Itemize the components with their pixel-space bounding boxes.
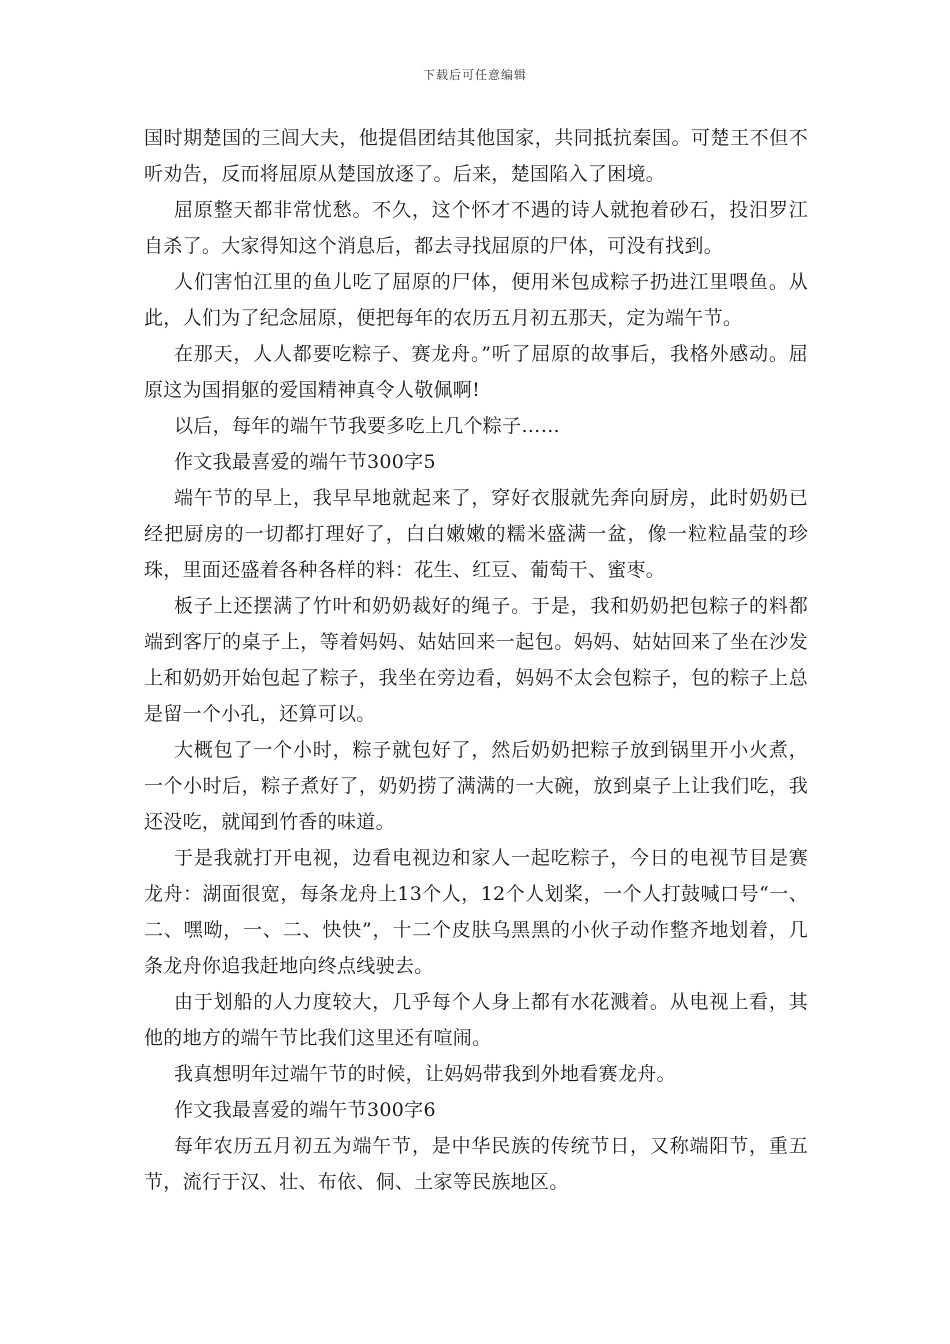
section-heading: 作文我最喜爱的端午节300字5 xyxy=(174,451,436,473)
paragraph: 于是我就打开电视，边看电视边和家人一起吃粽子，今日的电视节目是赛龙舟：湖面很宽，每条龙舟上13个人，12个人划桨，一个人打鼓喊口号“一、二、嘿呦，一、二、快快”，十二个皮肤乌黑黑的小伙子动作整齐地划着，几条龙舟你追我赶地向终点线驶去。 xyxy=(144,847,808,977)
paragraph: 屈原整天都非常忧愁。不久，这个怀才不遇的诗人就抱着砂石，投汨罗江自杀了。大家得知这个消息后，都去寻找屈原的尸体，可没有找到。 xyxy=(144,199,808,257)
paragraph: 板子上还摆满了竹叶和奶奶裁好的绳子。于是，我和奶奶把包粽子的料都端到客厅的桌子上，等着妈妈、姑姑回来一起包。妈妈、姑姑回来了坐在沙发上和奶奶开始包起了粽子，我坐在旁边看，妈妈不太会包粽子，包的粽子上总是留一个小孔，还算可以。 xyxy=(144,595,808,725)
paragraph: 大概包了一个小时，粽子就包好了，然后奶奶把粽子放到锅里开小火煮，一个小时后，粽子煮好了，奶奶捞了满满的一大碗，放到桌子上让我们吃，我还没吃，就闻到竹香的味道。 xyxy=(144,739,808,833)
paragraph: 每年农历五月初五为端午节，是中华民族的传统节日，又称端阳节，重五节，流行于汉、壮、布依、侗、土家等民族地区。 xyxy=(144,1135,808,1193)
paragraph: 以后，每年的端午节我要多吃上几个粽子…… xyxy=(174,415,561,437)
document-body xyxy=(144,120,808,1200)
paragraph: 在那天，人人都要吃粽子、赛龙舟。”听了屈原的故事后，我格外感动。屈原这为国捐躯的爱国精神真令人敬佩啊! xyxy=(144,343,808,401)
paragraph: 端午节的早上，我早早地就起来了，穿好衣服就先奔向厨房，此时奶奶已经把厨房的一切都打理好了，白白嫩嫩的糯米盛满一盆，像一粒粒晶莹的珍珠，里面还盛着各种各样的料：花生、红豆、葡萄干、蜜枣。 xyxy=(144,487,808,581)
paragraph: 由于划船的人力度较大，几乎每个人身上都有水花溅着。从电视上看，其他的地方的端午节比我们这里还有喧闹。 xyxy=(144,991,808,1049)
section-heading: 作文我最喜爱的端午节300字6 xyxy=(174,1099,436,1121)
paragraph: 人们害怕江里的鱼儿吃了屈原的尸体，便用米包成粽子扔进江里喂鱼。从此，人们为了纪念屈原，便把每年的农历五月初五那天，定为端午节。 xyxy=(144,271,808,329)
paragraph: 国时期楚国的三闾大夫，他提倡团结其他国家，共同抵抗秦国。可楚王不但不听劝告，反而将屈原从楚国放逐了。后来，楚国陷入了困境。 xyxy=(144,127,808,185)
page-header-note: 下载后可任意编辑 xyxy=(422,68,527,82)
paragraph: 我真想明年过端午节的时候，让妈妈带我到外地看赛龙舟。 xyxy=(174,1063,676,1085)
